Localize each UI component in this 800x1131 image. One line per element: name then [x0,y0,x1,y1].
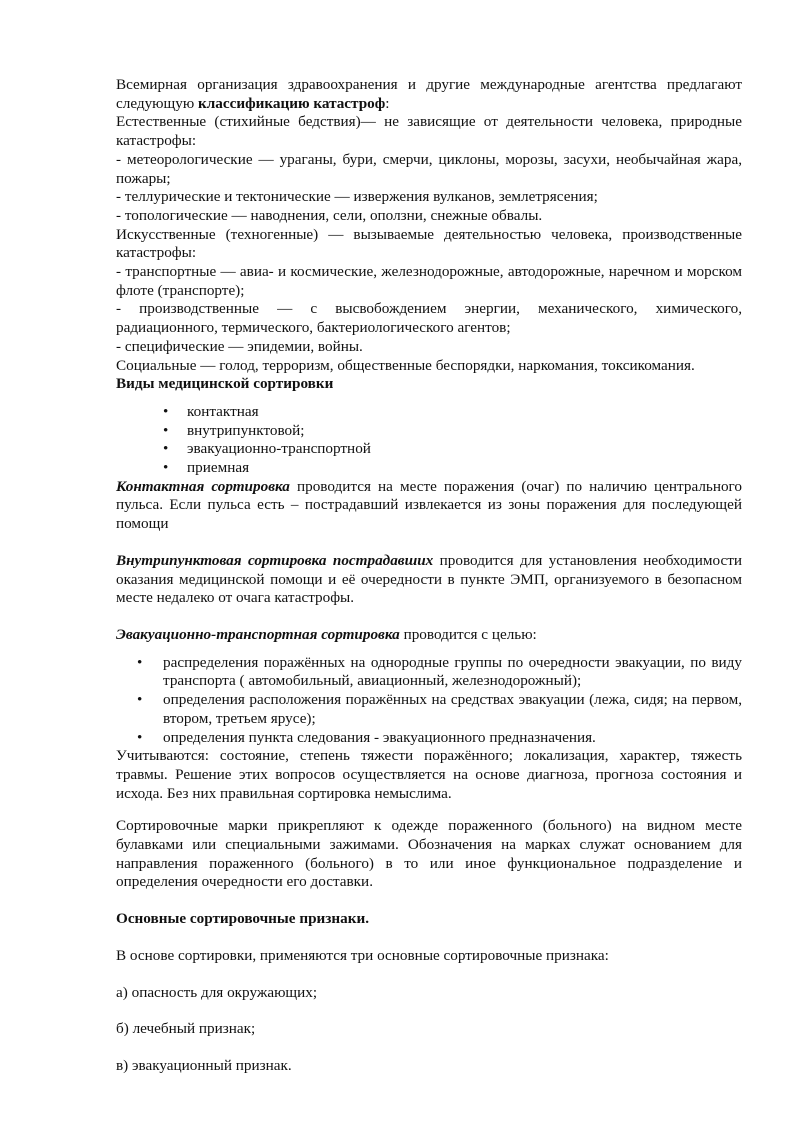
list-item [116,440,742,459]
artificial-item: - производственные — с высвобождением энергии, механического, химического, радиационного, термического, бактериологического агентов; [116,300,742,337]
social-paragraph: Социальные — голод, терроризм, общественные беспорядки, наркомания, токсикомания. [116,356,695,374]
bullet-icon: • [163,440,169,458]
bullet-icon: • [163,421,169,439]
signs-intro: В основе сортировки, применяются три основные сортировочные признака: [116,946,609,964]
sign-item: а) опасность для окружающих; [116,983,318,1001]
list-item-text: эвакуационно-транспортной [187,440,371,458]
list-item [116,459,742,478]
triage-types-list [116,403,742,478]
sign-item: в) эвакуационный признак. [116,1056,292,1074]
evac-goals-list [116,654,742,748]
contact-term: Контактная сортировка [116,477,290,495]
bullet-icon: • [163,402,169,420]
natural-item: - теллурические и тектонические — извержения вулканов, землетрясения; [116,188,598,206]
signs-heading [116,910,742,929]
list-item-text: распределения поражённых на однородные группы по очередности эвакуации, по виду транспорта ( автомобильный, авиационный, железнодорожный); [163,653,742,690]
intro-text: Всемирная организация здравоохранения и другие международные агентства предлагают следующую [116,76,742,112]
list-item [116,691,742,728]
bullet-icon: • [137,728,143,746]
bullet-icon: • [163,459,169,477]
inpoint-term: Внутрипунктовая сортировка пострадавших [116,551,434,569]
list-item [116,422,742,441]
marks-paragraph: Сортировочные марки прикрепляют к одежде пораженного (больного) на видном месте булавками или специальными зажимами. Обозначения на марках служат основанием для направления пораженного (больного) в то или иное функциональное подразделение и определения очередности его доставки. [116,817,742,891]
bullet-icon: • [137,691,143,709]
list-item [116,729,742,748]
triage-types-heading-text: Виды медицинской сортировки [116,375,334,393]
list-item [116,403,742,422]
list-item [116,654,742,691]
natural-item: - метеорологические — ураганы, бури, смерчи, циклоны, морозы, засухи, необычайная жара, пожары; [116,150,742,187]
document-body [116,76,742,1076]
sign-item: б) лечебный признак; [116,1020,256,1038]
evac-text: проводится с целью: [399,625,537,643]
list-item-text: определения расположения поражённых на средствах эвакуации (лежа, сидя; на первом, втором, третьем ярусе); [163,691,742,727]
intro-paragraph [116,76,742,113]
intro-end: : [385,94,390,112]
artificial-item: - специфические — эпидемии, войны. [116,337,363,355]
artificial-item: - транспортные — авиа- и космические, железнодорожные, автодорожные, наречном и морском флоте (транспорте); [116,263,742,299]
artificial-title: Искусственные (техногенные) — вызываемые деятельностью человека, производственные катастрофы: [116,225,742,262]
triage-types-heading [116,375,742,394]
bullet-icon: • [137,653,143,671]
natural-title: Естественные (стихийные бедствия)— не зависящие от деятельности человека, природные катастрофы: [116,113,742,150]
inpoint-text: проводится для установления необходимости оказания медицинской помощи и её очередности в пункте ЭМП, организуемого в безопасном месте недалеко от очага катастрофы. [116,551,742,607]
contact-paragraph [116,478,742,534]
inpoint-paragraph [116,552,742,608]
list-item-text: приемная [187,459,250,477]
intro-bold-term: классификацию катастроф [197,94,386,112]
natural-item: - топологические — наводнения, сели, оползни, снежные обвалы. [116,206,543,224]
list-item-text: внутрипунктовой; [187,421,305,439]
considered-paragraph: Учитываются: состояние, степень тяжести поражённого; локализация, характер, тяжесть травмы. Решение этих вопросов осуществляется на основе диагноза, прогноза состояния и исхода. Без них правильная сортировка немыслима. [116,747,742,802]
evac-term: Эвакуационно-транспортная сортировка [116,625,400,643]
evac-paragraph [116,626,742,645]
signs-heading-text: Основные сортировочные признаки. [116,910,370,928]
list-item-text: определения пункта следования - эвакуационного предназначения. [163,728,596,746]
list-item-text: контактная [187,402,259,420]
contact-text: проводится на месте поражения (очаг) по наличию центрального пульса. Если пульса есть – пострадавший извлекается из зоны поражения для последующей помощи [116,477,743,533]
